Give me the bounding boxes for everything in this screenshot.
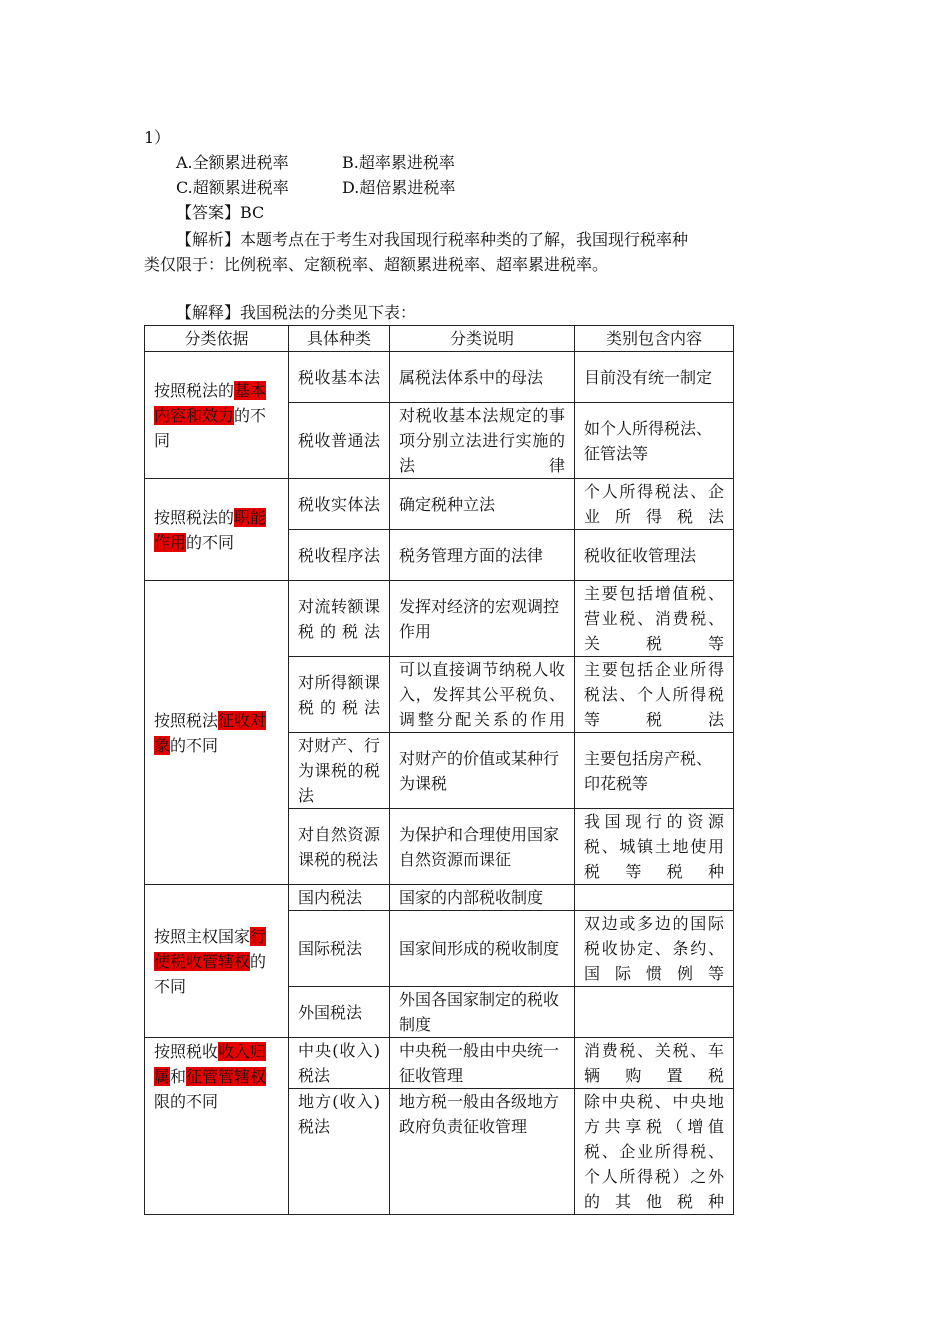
content-cell: 主要包括房产税、印花税等 [575,733,734,809]
question-number: 1） [144,128,171,147]
highlight-mark: 收入归属 [154,1042,267,1086]
kind-cell: 税收实体法 [289,479,390,530]
option-d: D.超倍累进税率 [342,178,456,197]
table-row [145,1038,734,1089]
content-cell: 个人所得税法、企业所得税法 [575,479,734,530]
content-cell: 双边或多边的国际税收协定、条约、国际惯例等 [575,911,734,987]
content-cell: 主要包括企业所得税法、个人所得税等税法 [575,657,734,733]
desc-cell: 为保护和合理使用国家自然资源而课征 [390,809,575,885]
desc-cell: 发挥对经济的宏观调控作用 [390,581,575,657]
desc-cell: 可以直接调节纳税人收入，发挥其公平税负、调整分配关系的作用 [390,657,575,733]
content-cell: 主要包括增值税、营业税、消费税、关税等 [575,581,734,657]
kind-cell: 外国税法 [289,987,390,1038]
content-cell: 我国现行的资源税、城镇土地使用税等税种 [575,809,734,885]
kind-cell: 税收普通法 [289,403,390,479]
basis-cell: 按照税收收入归属和征管管辖权限的不同 [145,1038,289,1215]
options-row-1 [176,151,455,175]
desc-cell: 地方税一般由各级地方政府负责征收管理 [390,1089,575,1215]
kind-cell: 对财产、行为课税的税法 [289,733,390,809]
options-row-2 [176,176,455,200]
basis-cell: 按照税法征收对象的不同 [145,581,289,885]
desc-cell: 国家间形成的税收制度 [390,911,575,987]
kind-cell: 国际税法 [289,911,390,987]
kind-cell: 对流转额课税的税法 [289,581,390,657]
kind-cell: 中央(收入)税法 [289,1038,390,1089]
basis-cell: 按照主权国家行使税收管辖权的不同 [145,885,289,1038]
option-c: C.超额累进税率 [176,178,289,197]
header-basis: 分类依据 [145,326,289,352]
table-row [145,885,734,911]
content-cell [575,885,734,911]
desc-cell: 中央税一般由中央统一征收管理 [390,1038,575,1089]
kind-cell: 税收基本法 [289,352,390,403]
highlight-mark: 征收对象 [154,710,267,755]
table-header-row [145,326,734,352]
table-row [145,581,734,657]
content-cell: 如个人所得税法、征管法等 [575,403,734,479]
highlight-mark: 行使税收管辖权 [154,926,267,971]
table-row [145,479,734,530]
kind-cell: 税收程序法 [289,530,390,581]
desc-cell: 外国各国家制定的税收制度 [390,987,575,1038]
desc-cell: 对税收基本法规定的事项分别立法进行实施的法律 [390,403,575,479]
tax-classification-table [144,325,734,1215]
option-a: A.全额累进税率 [176,153,289,172]
kind-cell: 地方(收入)税法 [289,1089,390,1215]
option-b: B.超率累进税率 [342,153,455,172]
desc-cell: 确定税种立法 [390,479,575,530]
kind-cell: 对所得额课税的税法 [289,657,390,733]
desc-cell: 对财产的价值或某种行为课税 [390,733,575,809]
desc-cell: 属税法体系中的母法 [390,352,575,403]
highlight-mark: 职能作用 [154,507,267,552]
content-cell: 除中央税、中央地方共享税（增值税、企业所得税、个人所得税）之外的其他税种 [575,1089,734,1215]
basis-cell: 按照税法的职能作用的不同 [145,479,289,581]
table-row [145,352,734,403]
answer-text: 【答案】BC [176,203,265,222]
desc-cell: 国家的内部税收制度 [390,885,575,911]
analysis-line-2: 类仅限于：比例税率、定额税率、超额累进税率、超率累进税率。 [144,255,609,274]
highlight-mark: 征管管辖权 [186,1067,267,1086]
basis-cell: 按照税法的基本内容和效力的不同 [145,352,289,479]
content-cell [575,987,734,1038]
header-content: 类别包含内容 [575,326,734,352]
desc-cell: 税务管理方面的法律 [390,530,575,581]
content-cell: 消费税、关税、车辆购置税 [575,1038,734,1089]
kind-cell: 国内税法 [289,885,390,911]
header-desc: 分类说明 [390,326,575,352]
highlight-mark: 基本内容和效力 [154,380,267,425]
kind-cell: 对自然资源课税的税法 [289,809,390,885]
content-cell: 目前没有统一制定 [575,352,734,403]
content-cell: 税收征收管理法 [575,530,734,581]
analysis-line-1: 【解析】本题考点在于考生对我国现行税率种类的了解，我国现行税率种 [176,230,689,249]
explain-intro: 【解释】我国税法的分类见下表： [176,303,417,322]
header-kind: 具体种类 [289,326,390,352]
